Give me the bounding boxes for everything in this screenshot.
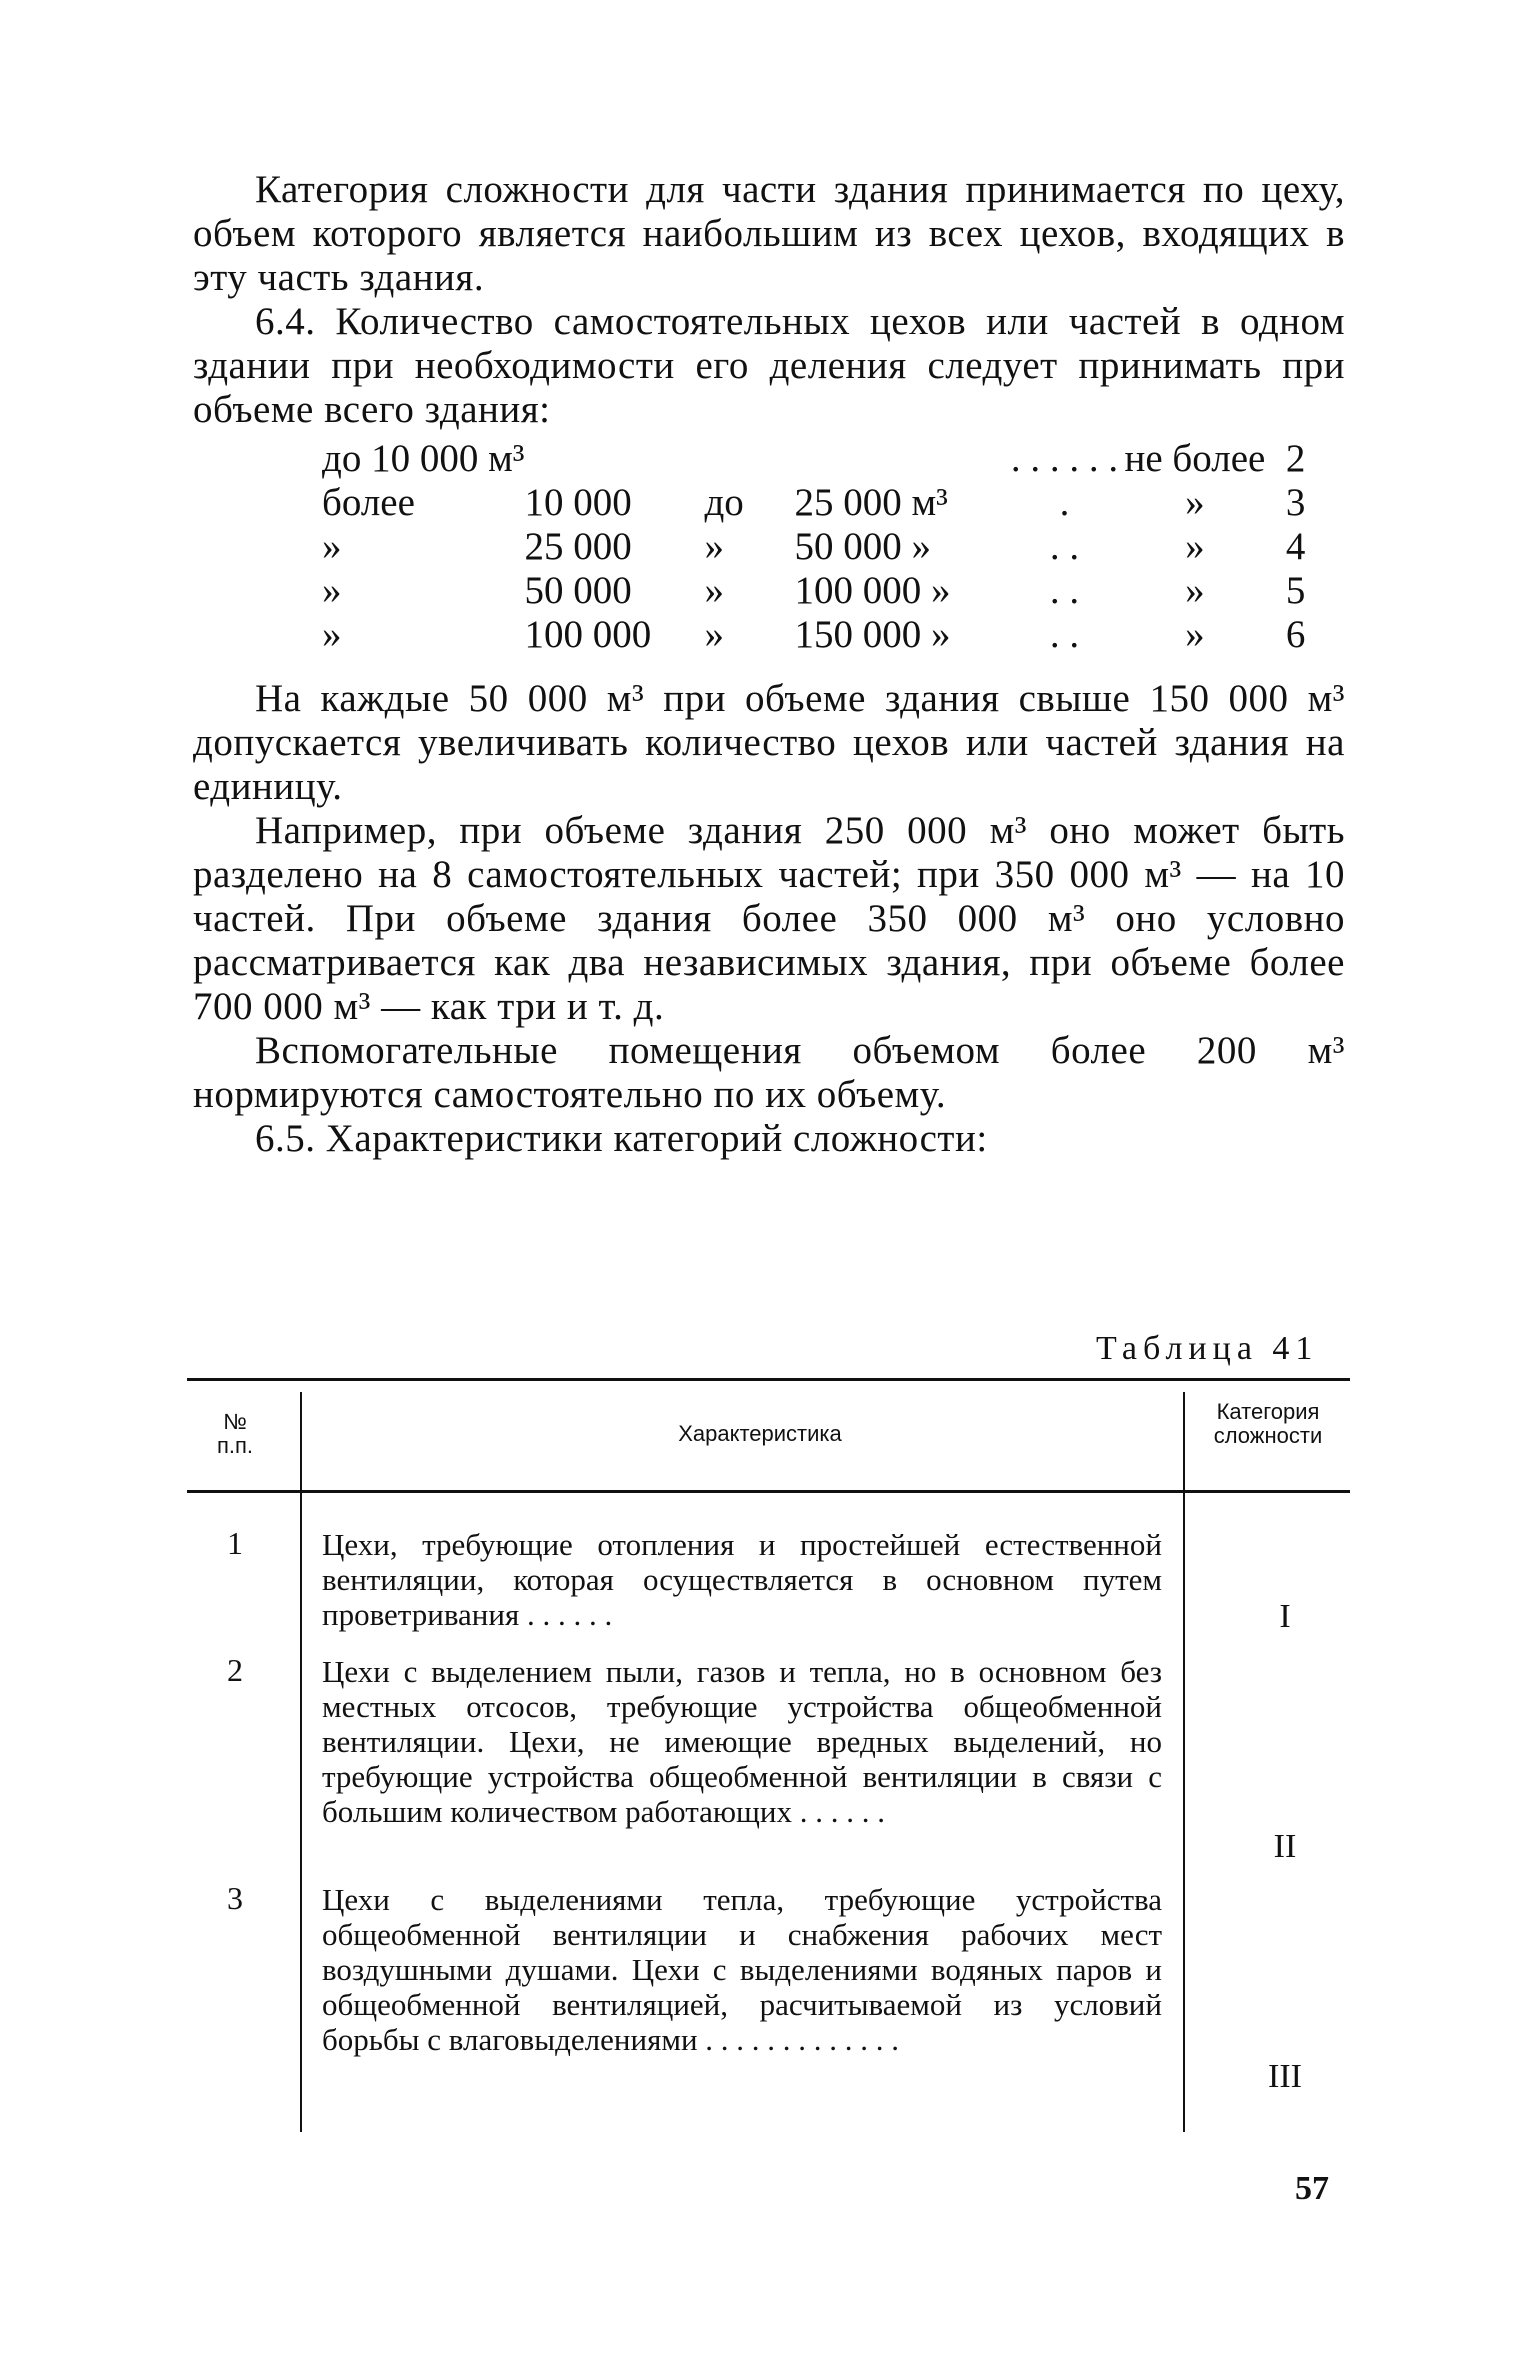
volume-cell: более	[322, 481, 415, 524]
volume-cell: не более	[1124, 437, 1266, 480]
header-category: Категория сложности	[1213, 1399, 1323, 1448]
volume-row	[322, 525, 1305, 569]
volume-cell: 150 000 »	[794, 613, 951, 656]
volume-cell: 100 000	[524, 613, 652, 656]
header-characteristic: Характеристика	[678, 1421, 842, 1446]
volume-cell: до	[704, 481, 744, 524]
volume-cell: »	[1185, 613, 1205, 656]
volume-cell: 2	[1285, 437, 1306, 480]
volume-cell: »	[322, 613, 342, 656]
row-3-num: 3	[227, 1880, 243, 1916]
table-caption: Таблица 41	[1096, 1330, 1319, 1367]
volume-cell: »	[1185, 569, 1205, 612]
volume-cell: »	[704, 525, 724, 568]
volume-cell: »	[1185, 525, 1205, 568]
volume-cell: 4	[1285, 525, 1306, 568]
paragraph-per-50000: На каждые 50 000 м³ при объеме здания свыше 150 000 м³ допускается увеличивать количество цехов или частей здания на единицу.	[193, 677, 1345, 808]
volume-cell: 6	[1285, 613, 1306, 656]
mid-text	[193, 677, 1345, 1161]
volume-cell: 100 000 »	[794, 569, 951, 612]
table-col-divider-1	[300, 1392, 302, 2132]
volume-cell: . .	[1049, 525, 1080, 568]
volume-cell	[794, 437, 1004, 481]
row-1-num: 1	[227, 1525, 243, 1561]
volume-row	[322, 569, 1305, 613]
row-3-category: III	[1268, 2058, 1302, 2095]
volume-cell: »	[1185, 481, 1205, 524]
table-top-rule	[187, 1378, 1350, 1381]
volume-cell: . .	[1049, 613, 1080, 656]
volume-cell	[524, 437, 704, 481]
paragraph-auxiliary: Вспомогательные помещения объемом более 200 м³ нормируются самостоятельно по их объему.	[193, 1029, 1345, 1116]
volume-cell: »	[704, 569, 724, 612]
volume-cell: 50 000 »	[794, 525, 931, 568]
header-num: № п.п.	[216, 1409, 254, 1458]
volume-cell: 3	[1285, 481, 1306, 524]
volume-row	[322, 437, 1305, 481]
volume-table	[322, 437, 1305, 657]
volume-cell: »	[322, 569, 342, 612]
paragraph-category-part: Категория сложности для части здания принимается по цеху, объем которого является наибольшим из всех цехов, входящих в эту часть здания.	[193, 168, 1345, 299]
row-3-desc: Цехи с выделениями тепла, требующие устройства общеобменной вентиляции и снабжения рабочих мест воздушными душами. Цехи с выделениями водяных паров и общеобменной вентиляцией, расчитываемой из условий борьбы с влаговыделениями . . . . . . . . . . . . .	[322, 1882, 1162, 2057]
paragraph-6-5: 6.5. Характеристики категорий сложности:	[255, 1117, 988, 1160]
paragraph-6-4: 6.4. Количество самостоятельных цехов или частей в одном здании при необходимости его деления следует принимать при объеме всего здания:	[193, 300, 1345, 431]
volume-row	[322, 481, 1305, 525]
volume-cell: . . . . . .	[1010, 437, 1119, 480]
volume-cell: 25 000 м³	[794, 481, 948, 524]
volume-cell: »	[704, 613, 724, 656]
volume-cell: 5	[1285, 569, 1306, 612]
row-1-desc: Цехи, требующие отопления и простейшей естественной вентиляции, которая осуществляется в основном путем проветривания . . . . . .	[322, 1527, 1162, 1632]
row-2-category: II	[1273, 1828, 1297, 1865]
table-header-rule	[187, 1490, 1350, 1493]
volume-cell: 25 000	[524, 525, 632, 568]
volume-cell: . .	[1049, 569, 1080, 612]
intro-text	[193, 168, 1345, 432]
volume-cell: »	[322, 525, 342, 568]
row-2-num: 2	[227, 1652, 243, 1688]
table-col-divider-2	[1183, 1392, 1185, 2132]
volume-cell: 50 000	[524, 569, 632, 612]
volume-cell	[704, 437, 794, 481]
row-2-desc: Цехи с выделением пыли, газов и тепла, но в основном без местных отсосов, требующие устройства общеобменной вентиляции. Цехи, не имеющие вредных выделений, но требующие устройства общеобменной вентиляции в связи с большим количеством работающих . . . . . .	[322, 1654, 1162, 1829]
row-1-category: I	[1279, 1598, 1291, 1635]
volume-cell: 10 000	[524, 481, 632, 524]
volume-row	[322, 613, 1305, 657]
volume-cell: до 10 000 м³	[322, 437, 525, 480]
paragraph-example: Например, при объеме здания 250 000 м³ оно может быть разделено на 8 самостоятельных частей; при 350 000 м³ — на 10 частей. При объеме здания более 350 000 м³ оно условно рассматривается как два независимых здания, при объеме более 700 000 м³ — как три и т. д.	[193, 809, 1345, 1028]
volume-cell: .	[1059, 481, 1070, 524]
page-number: 57	[1295, 2170, 1329, 2207]
